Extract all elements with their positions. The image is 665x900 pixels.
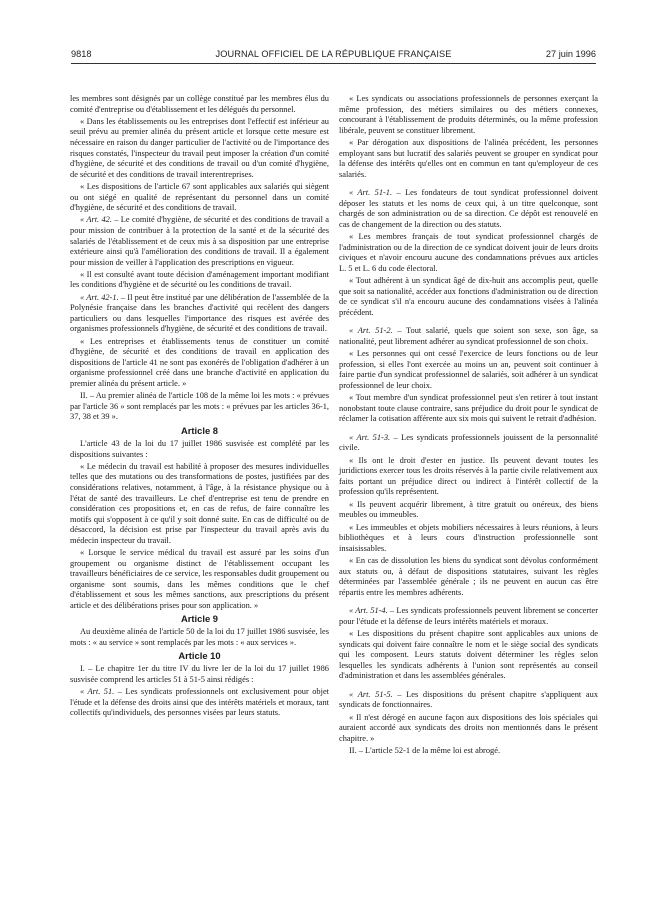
paragraph [339, 690, 598, 711]
paragraph [70, 94, 329, 115]
paragraph [70, 215, 329, 268]
paragraph-text: « Les personnes qui ont cessé l'exercice de leurs fonctions ou de leur profession, si elles l'ont exercée au moins un an, peuvent soit continuer à faire partie d'un syndicat professionnel de salariés, soit adhérer à un syndicat professionnel de leur choix. [339, 349, 598, 390]
paragraph-text: « Ils peuvent acquérir librement, à titre gratuit ou onéreux, des biens meubles ou immeubles. [339, 499, 598, 520]
paragraph [70, 117, 329, 180]
paragraph [70, 462, 329, 546]
paragraph [70, 293, 329, 335]
paragraph [339, 713, 598, 745]
paragraph [339, 433, 598, 454]
paragraph [339, 276, 598, 318]
paragraph-text: « Il est consulté avant toute décision d'aménagement important modifiant les conditions d'hygiène et de sécurité ou les conditions de travail. [70, 269, 329, 290]
paragraph [70, 439, 329, 460]
paragraph [70, 548, 329, 611]
paragraph [339, 556, 598, 598]
article-reference: « Art. 51-1. [349, 188, 393, 198]
paragraph [339, 94, 598, 136]
paragraph [339, 188, 598, 230]
paragraph [70, 337, 329, 390]
paragraph-text: « Il n'est dérogé en aucune façon aux dispositions des lois spéciales qui auraient accordé aux syndicats des droits non mentionnés dans le présent chapitre. » [339, 712, 598, 743]
article-reference: « Art. 51-4. [349, 606, 388, 616]
paragraph-text: – Tout salarié, quels que soient son sexe, son âge, sa nationalité, peut librement adhérer au syndicat professionnel de son choix. [339, 326, 598, 346]
article-heading: Article 8 [181, 424, 218, 436]
paragraph-text: « Les syndicats ou associations professionnels de personnes exerçant la même profession, des métiers similaires ou des métiers connexes, concourant à l'établissement de produits déterminés, ou la même profession libérale, peuvent se constituer librement. [339, 94, 598, 135]
paragraph-text: – Le comité d'hygiène, de sécurité et des conditions de travail a pour mission de contribuer à la protection de la santé et de la sécurité des salariés de l'établissement et de ceux mis à sa disposition par une entreprise extérieure ainsi qu'à l'amélioration des conditions de travail. Il a également pour mission de veiller à l'application des prescriptions en vigueur. [70, 215, 329, 267]
publication-date: 27 juin 1996 [545, 49, 596, 59]
article-heading: Article 10 [178, 650, 221, 662]
paragraph-text: « Tout adhérent à un syndicat âgé de dix-huit ans accomplis peut, quelle que soit sa nationalité, accéder aux fonctions d'administration ou de direction de ce syndicat s'il n'a encouru aucune des condamnations visées à l'alinéa précédent. [339, 276, 598, 317]
paragraph-text: – Les dispositions du présent chapitre s'appliquent aux syndicats de fonctionnaires. [339, 689, 599, 710]
paragraph-text: « Lorsque le service médical du travail est assuré par les soins d'un groupement ou organisme distinct de l'établissement occupant les travailleurs bénéficiaires de ce service, les responsables dudit groupement ou organisme sont soumis, dans les mêmes conditions que le chef d'établissement et sous les mêmes sanctions, aux prescriptions du présent article et des délibérations prises pour son application. » [70, 548, 329, 610]
paragraph-text: L'article 43 de la loi du 17 juillet 1986 susvisée est complété par les dispositions suivantes : [70, 438, 329, 459]
page-header [71, 48, 596, 61]
paragraph-text: « Tout membre d'un syndicat professionnel peut s'en retirer à tout instant nonobstant toute clause contraire, sans préjudice du droit pour le syndicat de réclamer la cotisation afférente aux six mois qui suivent le retrait d'adhésion. [339, 393, 598, 424]
article-reference: « Art. 51-3. [349, 432, 391, 442]
paragraph-text: – Les syndicats professionnels ont exclusivement pour objet l'étude et la défense des droits ainsi que des intérêts matériels et moraux, tant collectifs qu'individuels, des personnes visées par leurs statuts. [70, 687, 329, 718]
paragraph-text: – Les fondateurs de tout syndicat professionnel doivent déposer les statuts et les noms de ceux qui, à un titre quelconque, sont chargés de son administration ou de sa direction. Ce dépôt est renouvelé en cas de changement de la direction ou des statuts. [339, 188, 598, 229]
paragraph [339, 746, 598, 757]
left-text-column [70, 94, 329, 721]
article-heading: Article 9 [181, 613, 218, 625]
paragraph [339, 606, 598, 627]
paragraph [70, 391, 329, 423]
paragraph [339, 138, 598, 180]
paragraph-text: « En cas de dissolution les biens du syndicat sont dévolus conformément aux statuts ou, à défaut de dispositions statutaires, suivant les règles déterminées par l'assemblée générale ; ils ne peuvent en aucun cas être répartis entre les membres adhérents. [339, 556, 598, 597]
paragraph [339, 326, 598, 347]
article-reference: « Art. 42. [80, 215, 112, 225]
paragraph [70, 270, 329, 291]
paragraph [70, 687, 329, 719]
paragraph [339, 393, 598, 425]
paragraph [70, 664, 329, 685]
paragraph-text: – Les syndicats professionnels jouissent de la personnalité civile. [339, 432, 598, 453]
paragraph [339, 456, 598, 498]
paragraph-text: les membres sont désignés par un collège constitué par les membres élus du comité d'entreprise ou d'établissement et les délégués du personnel. [70, 94, 329, 114]
paragraph-text: II. – L'article 52-1 de la même loi est abrogé. [349, 746, 501, 756]
paragraph [70, 182, 329, 214]
page-number: 9818 [71, 49, 92, 59]
article-reference: « Art. 51-2. [349, 326, 393, 336]
paragraph-text: « Dans les établissements ou les entreprises dont l'effectif est inférieur au seuil prévu au premier alinéa du présent article et lorsque cette mesure est nécessaire en raison du danger particulier de l'activité ou de l'importance des risques constatés, l'inspecteur du travail peut imposer la création d'un comité d'hygiène, de sécurité et des conditions de travail ou d'un comité d'hygiène, de sécurité et des conditions de travail interentreprises. [70, 116, 329, 179]
paragraph-text: « Les immeubles et objets mobiliers nécessaires à leurs réunions, à leurs bibliothèques et à leurs cours d'instruction professionnelle sont insaisissables. [339, 522, 598, 553]
paragraph-text: II. – Au premier alinéa de l'article 108 de la même loi les mots : « prévues par l'article 36 » sont remplacés par les mots : « prévues par les articles 36-1, 37, 38 et 39 ». [70, 391, 329, 422]
paragraph [70, 627, 329, 648]
paragraph [339, 500, 598, 521]
journal-title: JOURNAL OFFICIEL DE LA RÉPUBLIQUE FRANÇAISE [215, 49, 452, 59]
paragraph-text: « Les entreprises et établissements tenus de constituer un comité d'hygiène, de sécurité et des conditions de travail en application des dispositions de l'article 41 ne sont pas exonérés de l'obligation d'adhérer à un organisme professionnel créé dans une branche d'activité en application du premier alinéa du présent article. » [70, 336, 329, 388]
header-rule [71, 63, 596, 64]
paragraph-text: Au deuxième alinéa de l'article 50 de la loi du 17 juillet 1986 susvisée, les mots : « au service » sont remplacés par les mots : « aux services ». [70, 627, 329, 647]
paragraph [339, 523, 598, 555]
paragraph-text: « Les membres français de tout syndicat professionnel chargés de l'administration ou de la direction de ce syndicat doivent jouir de leurs droits civiques et n'avoir encouru aucune des condamnations prévues aux articles L. 5 et L. 6 du code électoral. [339, 232, 598, 273]
paragraph-text: « Les dispositions de l'article 67 sont applicables aux salariés qui siègent ou ont siégé en qualité de représentant du personnel dans un comité d'hygiène, de sécurité et des conditions de travail. [70, 181, 329, 213]
article-reference: « Art. 51. [80, 687, 115, 697]
paragraph-text: « Le médecin du travail est habilité à proposer des mesures individuelles telles que des mutations ou des transformations de postes, justifiées par des considérations relatives, notamment, à l'âge, à la résistance physique ou à l'état de santé des travailleurs. Le chef d'entreprise est tenu de prendre en considération ces propositions et, en cas de refus, de faire connaître les motifs qui s'opposent à ce qu'il y soit donné suite. En cas de difficulté ou de désaccord, la décision est prise par l'inspecteur du travail après avis du médecin inspecteur du travail. [70, 461, 329, 545]
paragraph-text: – Les syndicats professionnels peuvent librement se concerter pour l'étude et la défense de leurs intérêts matériels et moraux. [339, 606, 599, 626]
paragraph [339, 232, 598, 274]
paragraph-text: – Il peut être institué par une délibération de l'assemblée de la Polynésie française dans les branches d'activité qui recèlent des dangers particuliers ou dans lesquelles l'importance des risques est avérée des organismes professionnels d'hygiène, de sécurité et des conditions de travail. [70, 292, 330, 334]
paragraph-text: « Ils ont le droit d'ester en justice. Ils peuvent devant toutes les juridictions exercer tous les droits réservés à la partie civile relativement aux faits portant un préjudice direct ou indirect à l'intérêt collectif de la profession qu'ils représentent. [339, 455, 598, 497]
paragraph-text: « Les dispositions du présent chapitre sont applicables aux unions de syndicats qui doivent faire connaître le nom et le siège social des syndicats qui les composent. Leurs statuts doivent déterminer les règles selon lesquelles les syndicats adhérents à l'union sont représentés au conseil d'administration et dans les assemblées générales. [339, 629, 598, 681]
paragraph [339, 629, 598, 682]
article-reference: « Art. 51-5. [349, 689, 393, 699]
article-reference: « Art. 42-1. [80, 292, 119, 302]
paragraph-text: I. – Le chapitre 1er du titre IV du livre Ier de la loi du 17 juillet 1986 susvisée comprend les articles 51 à 51-5 ainsi rédigés : [70, 664, 329, 684]
paragraph-text: « Par dérogation aux dispositions de l'alinéa précédent, les personnes employant sans but lucratif des salariés peuvent se grouper en syndicat pour la défense des intérêts qu'elles ont en commun en tant qu'employeur de ces salariés. [339, 137, 598, 179]
paragraph [339, 349, 598, 391]
right-text-column [339, 94, 598, 759]
